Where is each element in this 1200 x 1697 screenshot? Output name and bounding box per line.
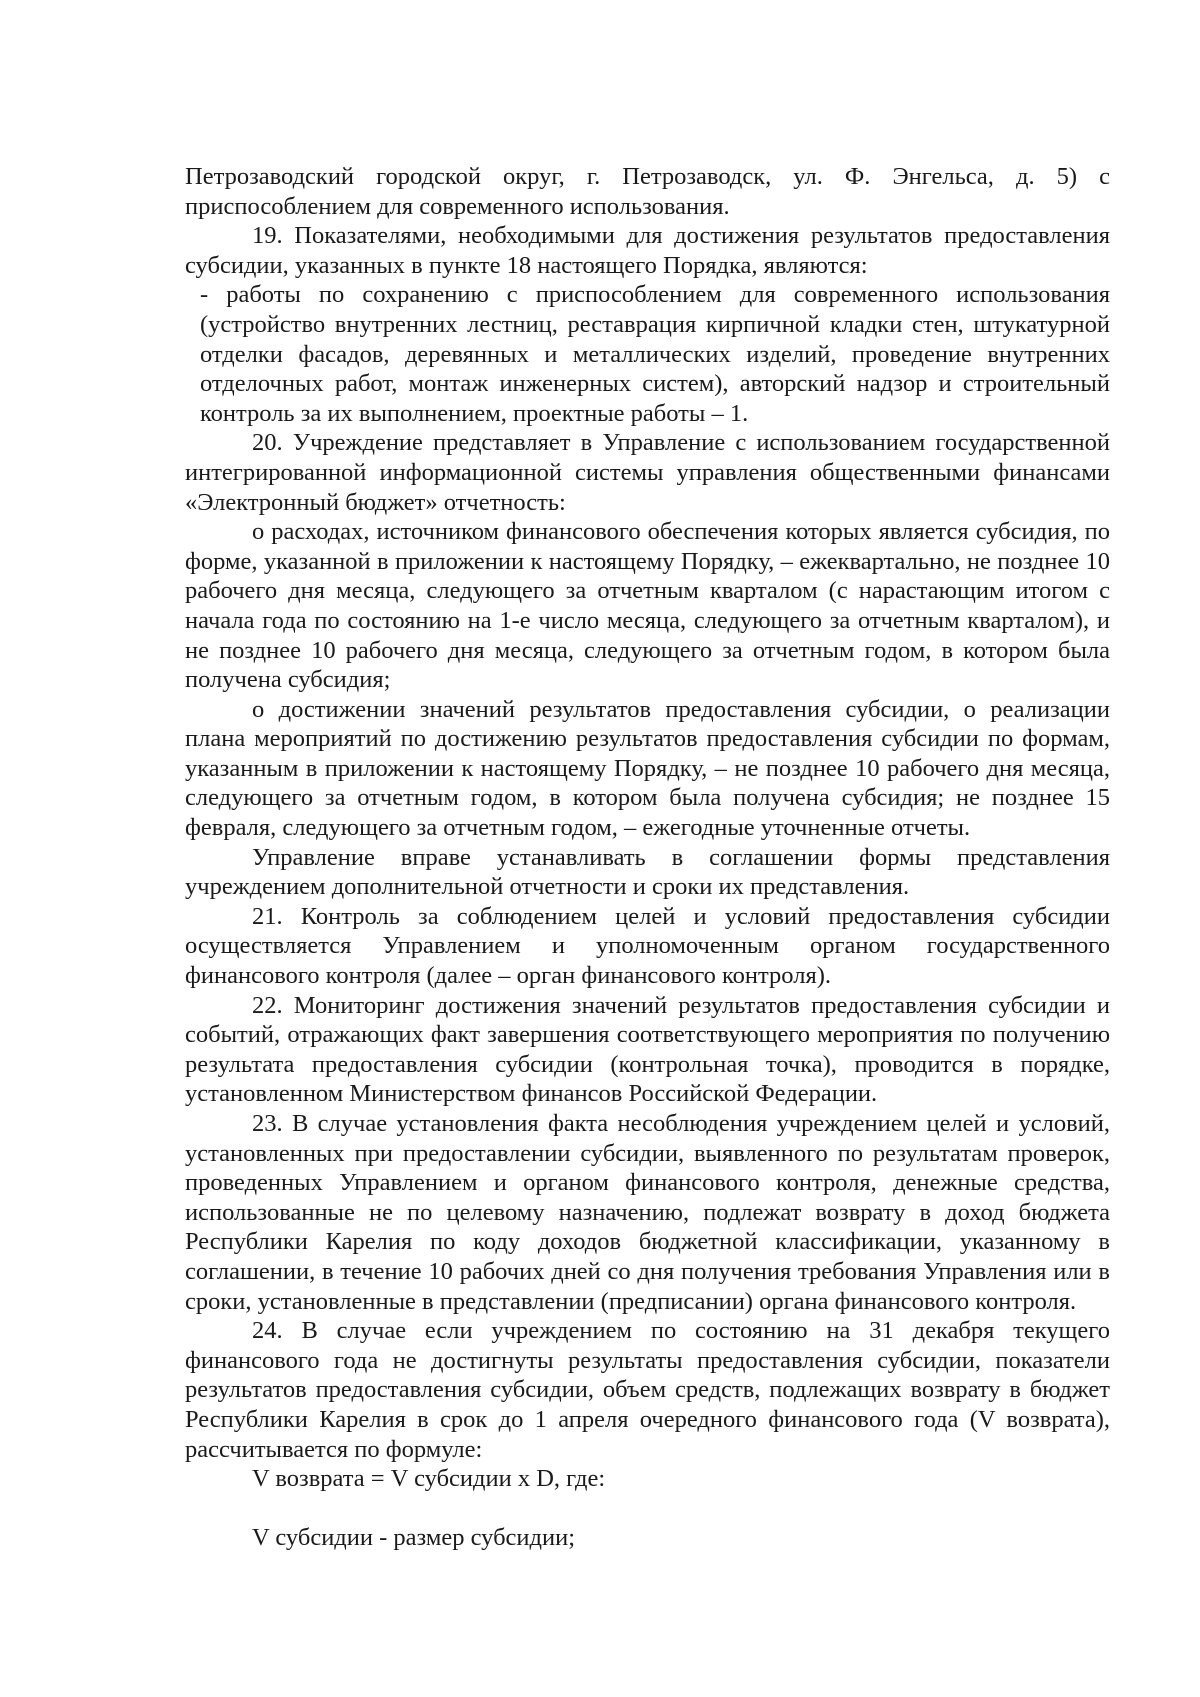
paragraph-24: 24. В случае если учреждением по состоянию на 31 декабря текущего финансового года не достигнуты результаты предоставления субсидии, показатели результатов предоставления субсидии, объем средств, подлежащих возврату в бюджет Республики Карелия в срок до 1 апреля очередного финансового года (V возврата), рассчитывается по формуле: <box>185 1317 1110 1463</box>
paragraph-19: 19. Показателями, необходимыми для достижения результатов предоставления субсидии, указанных в пункте 18 настоящего Порядка, являются: <box>185 222 1110 279</box>
paragraph-22: 22. Мониторинг достижения значений результатов предоставления субсидии и событий, отражающих факт завершения соответствующего мероприятия по получению результата предоставления субсидии (контрольная точка), проводится в порядке, установленном Министерством финансов Российской Федерации. <box>185 991 1110 1108</box>
refund-formula: V возврата = V субсидии x D, где: <box>252 1465 606 1493</box>
paragraph-21: 21. Контроль за соблюдением целей и условий предоставления субсидии осуществляется Управлением и уполномоченным органом государственного финансового контроля (далее – орган финансового контроля). <box>185 902 1110 990</box>
paragraph-object-address: Петрозаводский городской округ, г. Петрозаводск, ул. Ф. Энгельса, д. 5) с приспособлением для современного использования. <box>185 163 1110 220</box>
paragraph-23: 23. В случае установления факта несоблюдения учреждением целей и условий, установленных при предоставлении субсидии, выявленного по результатам проверок, проведенных Управлением и органом финансового контроля, денежные средства, использованные не по целевому назначению, подлежат возврату в доход бюджета Республики Карелия по коду доходов бюджетной классификации, указанному в соглашении, в течение 10 рабочих дней со дня получения требования Управления или в сроки, установленные в представлении (предписании) органа финансового контроля. <box>185 1110 1110 1315</box>
paragraph-20-results-report: о достижении значений результатов предоставления субсидии, о реализации плана мероприятий по достижению результатов предоставления субсидии по формам, указанным в приложении к настоящему Порядку, – не позднее 10 рабочего дня месяца, следующего за отчетным годом, в котором была получена субсидия; не позднее 15 февраля, следующего за отчетным годом, – ежегодные уточненные отчеты. <box>185 695 1110 842</box>
paragraph-19-list-item: - работы по сохранению с приспособлением для современного использования (устройство внутренних лестниц, реставрация кирпичной кладки стен, штукатурной отделки фасадов, деревянных и металлических изделий, проведение внутренних отделочных работ, монтаж инженерных систем), авторский надзор и строительный контроль за их выполнением, проектные работы – 1. <box>200 281 1110 427</box>
paragraph-20-additional-reporting: Управление вправе устанавливать в соглашении формы представления учреждением дополнительной отчетности и сроки их представления. <box>185 843 1110 901</box>
document-page <box>185 162 1110 1552</box>
paragraph-20-expenses-report: о расходах, источником финансового обеспечения которых является субсидия, по форме, указанной в приложении к настоящему Порядку, – ежеквартально, не позднее 10 рабочего дня месяца, следующего за отчетным кварталом (с нарастающим итогом с начала года по состоянию на 1-е число месяца, следующего за отчетным кварталом), и не позднее 10 рабочего дня месяца, следующего за отчетным годом, в котором была получена субсидия; <box>185 518 1110 694</box>
formula-definition-subsidy: V субсидии - размер субсидии; <box>252 1523 576 1551</box>
paragraph-20: 20. Учреждение представляет в Управление с использованием государственной интегрированной информационной системы управления общественными финансами «Электронный бюджет» отчетность: <box>185 429 1110 516</box>
